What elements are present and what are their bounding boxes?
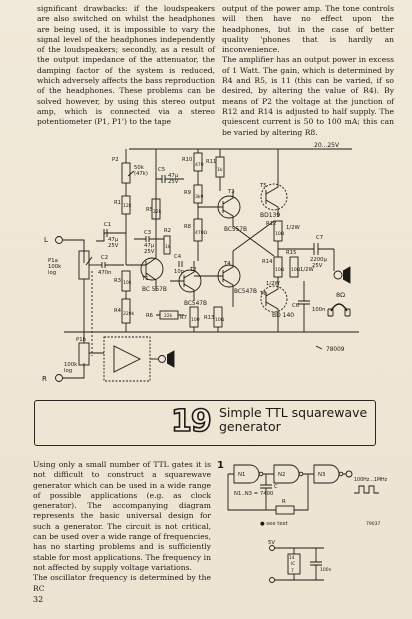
input-left-label: L <box>44 236 48 244</box>
r-label: R <box>282 499 286 505</box>
r1-value: 12k <box>123 204 132 209</box>
squarewave-schematic <box>216 455 396 585</box>
c5-label: C5 <box>158 167 166 173</box>
c-label: C <box>274 484 278 490</box>
r8-label: R8 <box>184 224 192 230</box>
r14-label: R14 <box>262 259 273 265</box>
title-line: generator <box>219 419 281 434</box>
p2-value2: (47k) <box>134 171 148 177</box>
title-line: Simple TTL squarewave <box>219 405 368 420</box>
frequency-label: 100Hz...1MHz <box>354 478 388 483</box>
left-text-column <box>37 4 215 128</box>
r10-value: 470 <box>195 163 204 168</box>
t6-type: BD 140 <box>272 312 295 319</box>
c7-voltage: 25V <box>312 263 323 269</box>
c3-voltage: 25V <box>144 249 155 255</box>
figure-number: 1 <box>217 460 224 471</box>
c5-voltage: 25V <box>168 179 179 185</box>
r12-value: 10Ω <box>275 232 285 237</box>
t5-type: BD139 <box>260 212 281 219</box>
pot1b-taper: log <box>64 368 73 374</box>
r5-value: 22k <box>153 210 162 215</box>
r3-value: 10k <box>123 281 132 286</box>
c6-value: 100n <box>312 307 326 313</box>
t3-type: BC557B <box>224 227 247 233</box>
r12-watt: 1/2W <box>286 225 300 231</box>
r9-label: R9 <box>184 190 192 196</box>
r13-label: R13 <box>204 315 215 321</box>
load-label: 8Ω <box>336 291 346 299</box>
right-text-column <box>222 4 394 138</box>
ic-label: N1..N3 = 7400 <box>234 491 274 497</box>
supply-label: 5V <box>268 540 275 546</box>
t5-label: T5 <box>260 183 267 189</box>
c1-label: C1 <box>104 222 112 228</box>
t4-label: T4 <box>224 261 231 267</box>
r11-label: R11 <box>206 159 217 165</box>
r2-value: 1k <box>165 245 171 250</box>
pot-value: 100k <box>48 264 62 270</box>
r4-label: R4 <box>114 308 122 314</box>
r3-label: R3 <box>114 278 122 284</box>
pot1b-label: P1b <box>76 337 86 343</box>
r15-label: R15 <box>286 250 297 256</box>
c3-value: 47μ <box>144 243 155 249</box>
paragraph: Using only a small number of TTL gates it is not difficult to construct a squarewave generator which can be used in a wide range of possible applications (e.g. as clock generator). The accompanying diagram represents the basic universal design for such a generator. The circuit is not critical, can be used over a wide range of frequencies, has no starting problems and is sufficiently stable for most applications. The frequency in not affected by supply voltage variations. <box>33 460 211 572</box>
n3-label: N3 <box>318 472 326 478</box>
paragraph: significant drawbacks: if the loudspeakers are also switched on whilst the headphones are being used, it is impossible to vary the signal level of the headphones independently of the loudspeakers; secondly, as a result of the output impedance of the attenuator, the damping factor of the system is reduced, which adversely affects the bass reproduction of the headphones. These problems can be solved however, by using this stereo output amp, which is connected via a stereo potentiometer (P1, P1') to the tape <box>37 4 215 127</box>
r12-label: R12 <box>266 221 277 227</box>
ic-chip-label: IC <box>291 562 296 567</box>
c1-voltage: 25V <box>108 243 119 249</box>
supply-label: 20...25V <box>314 142 340 149</box>
r2-label: R2 <box>164 228 172 234</box>
section-title <box>219 406 369 434</box>
c4-label: C4 <box>174 254 182 260</box>
n1-label: N1 <box>238 472 246 478</box>
t6-label: T6 <box>260 291 267 297</box>
bottom-text-column <box>33 460 211 594</box>
r6-label: R6 <box>146 313 154 319</box>
t1-type: BC 557B <box>142 287 167 293</box>
r8-value: 470Ω <box>195 231 208 236</box>
section-number: 19 <box>171 404 211 439</box>
r5-label: R5 <box>146 207 154 213</box>
c1-value: 47μ <box>108 237 119 243</box>
r7-label: R7 <box>180 315 188 321</box>
r4-value: 220k <box>123 312 135 317</box>
r13-value: 10Ω <box>215 318 225 323</box>
see-text-note: ● see text <box>260 521 288 527</box>
t4-type: BC547B <box>234 289 257 295</box>
c2-label: C2 <box>101 255 109 261</box>
r14-value: 10Ω <box>275 268 285 273</box>
c6-label: C6 <box>292 303 300 309</box>
pin7-label: 7 <box>291 569 294 574</box>
t1-label: T1 <box>142 276 149 282</box>
p2-value: 50k <box>134 165 144 171</box>
c4-value: 10p <box>174 269 185 275</box>
pot-taper: log <box>48 270 57 276</box>
c7-value: 2200μ <box>310 257 327 263</box>
paragraph: The oscillator frequency is determined by the RC <box>33 573 211 593</box>
pot-label: P1a <box>48 258 58 264</box>
t3-label: T3 <box>228 189 235 195</box>
r14-watt: 1/2W <box>266 281 280 287</box>
page-number: 32 <box>33 595 44 604</box>
r15-watt: 1/2W <box>300 267 314 273</box>
t2-label: T2 <box>190 267 197 273</box>
cap-value: 100n <box>320 568 332 573</box>
c7-label: C7 <box>316 235 324 241</box>
section-banner <box>34 400 376 446</box>
r10-label: R10 <box>182 157 193 163</box>
c3-label: C3 <box>144 230 152 236</box>
input-right-label: R <box>42 375 47 383</box>
pin14-label: 14 <box>289 556 295 561</box>
r15-value: 10Ω <box>291 268 301 273</box>
r6-value: 22k <box>164 314 173 319</box>
c2-value: 470n <box>98 270 112 276</box>
paragraph: The amplifier has an output power in excess of 1 Watt. The gain, which is determined by R4 and R5, is 11 (this can be varied, if so desired, by altering the value of R4). By means of P2 the voltage at the junction of R12 and R14 is adjusted to half supply. The quiescent current is 50 to 100 mA; this can be varied by altering R8. <box>222 55 394 137</box>
p2-label: P2 <box>112 157 119 163</box>
amplifier-schematic <box>34 141 374 399</box>
r1-label: R1 <box>114 200 122 206</box>
reference-code: 78009 <box>326 347 345 353</box>
r9-value: 3k9 <box>195 195 204 200</box>
r7-value: 100 <box>191 318 200 323</box>
pot1b-value: 100k <box>64 362 78 368</box>
n2-label: N2 <box>278 472 286 478</box>
paragraph: output of the power amp. The tone controls will then have no effect upon the headphones, but in the case of better quality 'phones that is hardly an inconvenience. <box>222 4 394 55</box>
t2-type: BC547B <box>184 301 207 307</box>
r11-value: 1k <box>217 168 223 173</box>
reference-code: 79037 <box>366 522 381 527</box>
c5-value: 47μ <box>168 173 179 179</box>
